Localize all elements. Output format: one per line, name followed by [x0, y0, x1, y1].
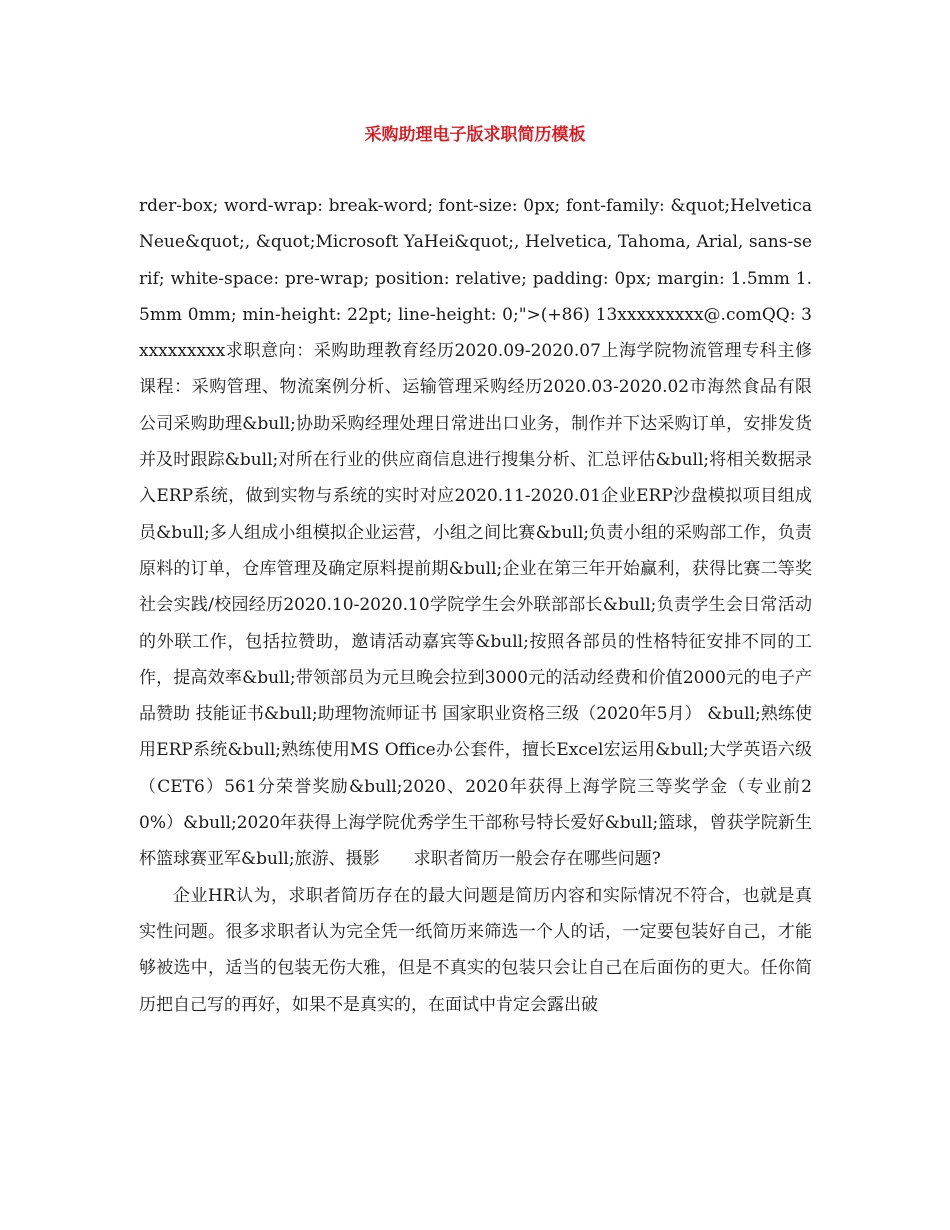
document-title: 采购助理电子版求职简历模板: [364, 125, 586, 145]
document-body: [139, 188, 812, 1023]
body-paragraph-hr-opinion: 企业HR认为，求职者简历存在的最大问题是简历内容和实际情况不符合，也就是真实性问题。很多求职者认为完全凭一纸简历来筛选一个人的话，一定要包装好自己，才能够被选中，适当的包装无伤大雅，但是不真实的包装只会让自己在后面伤的更大。任你简历把自己写的再好，如果不是真实的，在面试中肯定会露出破: [139, 885, 812, 1015]
body-paragraph-resume: rder-box; word-wrap: break-word; font-size: 0px; font-family: &quot;Helvetica Neue&quot;, &quot;Microsoft YaHei&quot;, Helvetica, Tahoma, Arial, sans-serif; white-space: pre-wrap; position: relative; padding: 0px; margin: 1.5mm 1.5mm 0mm; min-height: 22pt; line-height: 0;">(+86) 13xxxxxxxxx@.comQQ: 3xxxxxxxxx求职意向：采购助理教育经历2020.09-2020.07上海学院物流管理专科主修课程：采购管理、物流案例分析、运输管理采购经历2020.03-2020.02市海然食品有限公司采购助理&bull;协助采购经理处理日常进出口业务，制作并下达采购订单，安排发货并及时跟踪&bull;对所在行业的供应商信息进行搜集分析、汇总评估&bull;将相关数据录入ERP系统，做到实物与系统的实时对应2020.11-2020.01企业ERP沙盘模拟项目组成员&bull;多人组成小组模拟企业运营，小组之间比赛&bull;负责小组的采购部工作，负责原料的订单，仓库管理及确定原料提前期&bull;企业在第三年开始赢利，获得比赛二等奖社会实践/校园经历2020.10-2020.10学院学生会外联部部长&bull;负责学生会日常活动的外联工作，包括拉赞助，邀请活动嘉宾等&bull;按照各部员的性格特征安排不同的工作，提高效率&bull;带领部员为元旦晚会拉到3000元的活动经费和价值2000元的电子产品赞助 技能证书&bull;助理物流师证书 国家职业资格三级（2020年5月） &bull;熟练使用ERP系统&bull;熟练使用MS Office办公套件，擅长Excel宏运用&bull;大学英语六级（CET6）561分荣誉奖励&bull;2020、2020年获得上海学院三等奖学金（专业前20%）&bull;2020年获得上海学院优秀学生干部称号特长爱好&bull;篮球，曾获学院新生杯篮球赛亚军&bull;旅游、摄影 求职者简历一般会存在哪些问题?: [139, 196, 812, 870]
